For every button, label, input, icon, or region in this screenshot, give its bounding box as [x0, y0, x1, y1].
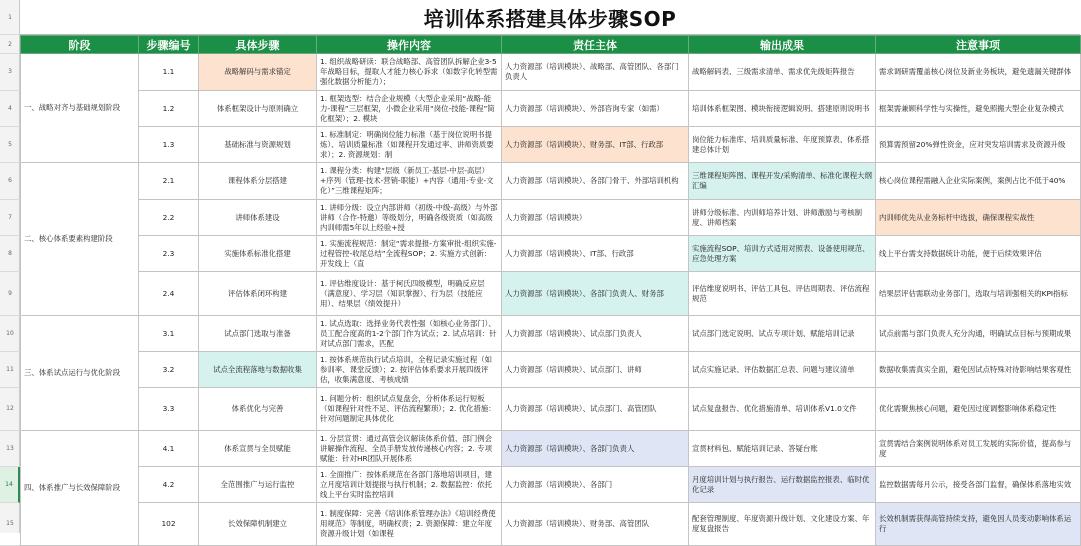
output-cell[interactable] [689, 236, 876, 272]
step-code-cell[interactable]: 3.1 [139, 316, 199, 352]
output-cell[interactable] [689, 91, 876, 127]
notes-cell[interactable] [876, 431, 1081, 467]
content-cell[interactable] [317, 388, 502, 431]
step-cell[interactable]: 试点部门选取与准备 [199, 316, 317, 352]
output-text: 岗位能力标准库、培训质量标准、年度预算表、体系搭建总体计划 [692, 134, 870, 154]
output-cell[interactable] [689, 316, 876, 352]
sheet-title: 培训体系搭建具体步骤SOP [20, 0, 1080, 35]
output-text: 试点部门选定说明、试点专项计划、赋能培训记录 [692, 328, 855, 338]
content-text: 1. 课程分类：构建“层级（新员工-基层-中层-高层）+序列（管理-技术-营销-职能）+内容（通用-专业-文化）”三维课程矩阵； [320, 166, 494, 195]
owner-text: 人力资源部（培训模块）、试点部门负责人 [505, 328, 642, 338]
row-number[interactable]: 12 [0, 388, 20, 431]
notes-text: 结果层评估需联动业务部门，选取与培训强相关的KPI指标 [879, 288, 1068, 298]
notes-cell[interactable] [876, 503, 1081, 546]
step-code-cell[interactable]: 1.1 [139, 54, 199, 91]
notes-cell[interactable] [876, 467, 1081, 503]
table-row [21, 54, 1081, 91]
header-row [21, 36, 1081, 54]
notes-cell[interactable] [876, 352, 1081, 388]
owner-cell[interactable] [502, 163, 689, 200]
notes-text: 宣贯需结合案例说明体系对员工发展的实际价值，提高参与度 [879, 438, 1072, 458]
notes-cell[interactable] [876, 316, 1081, 352]
notes-text: 长效机制需获得高管持续支持，避免因人员变动影响体系运行 [879, 514, 1072, 533]
step-code-cell[interactable]: 1.2 [139, 91, 199, 127]
output-text: 评估维度说明书、评估工具包、评估周期表、评估流程规范 [692, 283, 870, 303]
output-text: 宣贯材料包、赋能培训记录、答疑台账 [692, 443, 818, 453]
stage-cell[interactable]: 二、核心体系要素构建阶段 [21, 163, 139, 316]
owner-text: 人力资源部（培训模块）、试点部门、讲师 [505, 364, 642, 374]
notes-text: 内训师优先从业务标杆中选拔，确保课程实战性 [879, 212, 1035, 222]
owner-cell[interactable] [502, 127, 689, 163]
output-text: 实施流程SOP、培训方式适用对照表、设备使用规范、应急处理方案 [692, 243, 870, 263]
table-row [21, 467, 1081, 503]
output-cell[interactable] [689, 54, 876, 91]
owner-cell[interactable] [502, 272, 689, 316]
content-text: 1. 问题分析：组织试点复盘会，分析体系运行短板（如课程针对性不足、评估流程繁琐）；2. 优化措施：针对问题制定具体优化 [320, 394, 496, 423]
owner-cell[interactable] [502, 200, 689, 236]
owner-cell[interactable] [502, 352, 689, 388]
step-code-cell[interactable]: 2.3 [139, 236, 199, 272]
owner-cell[interactable] [502, 91, 689, 127]
owner-text: 人力资源部（培训模块）、财务部、IT部、行政部 [505, 139, 664, 149]
table-row [21, 91, 1081, 127]
output-cell[interactable] [689, 127, 876, 163]
owner-text: 人力资源部（培训模块） [505, 212, 587, 222]
row-number[interactable]: 9 [0, 272, 20, 316]
content-cell[interactable] [317, 272, 502, 316]
output-cell[interactable] [689, 467, 876, 503]
notes-cell[interactable] [876, 163, 1081, 200]
content-text: 1. 讲师分级：设立内部讲师（初级-中级-高级）与外部讲师（合作-特邀）等级划分，明确各级资质（如高级内训师需5年以上经验+授 [320, 202, 498, 232]
row-number[interactable]: 1 [0, 0, 20, 35]
content-cell[interactable] [317, 91, 502, 127]
step-code-cell[interactable]: 2.4 [139, 272, 199, 316]
notes-cell[interactable] [876, 91, 1081, 127]
content-text: 1. 试点选取：选择业务代表性强（如核心业务部门）、员工配合度高的1-2个部门作为试点；2. 试点培训：针对试点部门需求，匹配 [320, 318, 497, 348]
content-cell[interactable] [317, 316, 502, 352]
notes-text: 监控数据需每月公示，接受各部门监督，确保体系落地实效 [879, 479, 1072, 489]
owner-cell[interactable] [502, 316, 689, 352]
output-cell[interactable] [689, 352, 876, 388]
content-cell[interactable] [317, 127, 502, 163]
owner-cell[interactable] [502, 388, 689, 431]
content-cell[interactable] [317, 503, 502, 546]
row-number[interactable]: 11 [0, 352, 20, 388]
row-number[interactable]: 2 [0, 36, 20, 54]
content-text: 1. 制度保障：完善《培训体系管理办法》《培训经费使用规范》等制度，明确权责；2. 资源保障：建立年度资源升级计划（如课程 [320, 509, 496, 538]
output-text: 战略解码表、三级需求清单、需求优先级矩阵报告 [692, 67, 855, 76]
row-number[interactable]: 15 [0, 503, 20, 546]
content-text: 1. 框架选型：结合企业规模（大型企业采用“战略-能力-课程”三层框架，小微企业采用“岗位-技能-课程”简化框架）；2. 模块 [320, 93, 495, 123]
header-notes[interactable]: 注意事项 [876, 36, 1081, 54]
notes-text: 核心岗位课程需融入企业实际案例，案例占比不低于40% [879, 176, 1066, 185]
table-row [21, 272, 1081, 316]
step-cell[interactable]: 实施体系标准化搭建 [199, 236, 317, 272]
owner-cell[interactable] [502, 54, 689, 91]
owner-text: 人力资源部（培训模块）、财务部、高管团队 [505, 519, 650, 528]
step-code-cell[interactable]: 2.1 [139, 163, 199, 200]
output-cell[interactable] [689, 272, 876, 316]
owner-text: 人力资源部（培训模块）、各部门 [505, 479, 613, 489]
step-code-cell[interactable]: 3.3 [139, 388, 199, 431]
step-code-cell[interactable]: 4.2 [139, 467, 199, 503]
table-row [21, 127, 1081, 163]
content-text: 1. 组织战略研读：联合战略部、高管团队拆解企业3-5年战略目标，提取人才能力核心诉求（如数字化转型需强化数据分析能力）； [320, 57, 498, 86]
stage-cell[interactable]: 一、战略对齐与基础规划阶段 [21, 54, 139, 163]
owner-text: 人力资源部（培训模块）、试点部门、高管团队 [505, 404, 657, 413]
row-number[interactable]: 13 [0, 431, 20, 467]
header-content[interactable]: 操作内容 [317, 36, 502, 54]
content-cell[interactable] [317, 431, 502, 467]
step-cell[interactable]: 讲师体系建设 [199, 200, 317, 236]
row-number[interactable]: 8 [0, 236, 20, 272]
row-number[interactable]: 14 [0, 467, 20, 503]
row-number[interactable]: 6 [0, 163, 20, 200]
step-cell[interactable]: 课程体系分层搭建 [199, 163, 317, 200]
content-text: 1. 按体系规范执行试点培训，全程记录实施过程（如参训率、课堂反馈）；2. 按评估体系要求开展四级评估，收集满意度、考核成绩 [320, 354, 492, 384]
step-cell[interactable]: 长效保障机制建立 [199, 503, 317, 546]
header-step[interactable]: 具体步骤 [199, 36, 317, 54]
owner-cell[interactable] [502, 431, 689, 467]
owner-text: 人力资源部（培训模块）、各部门骨干、外部培训机构 [505, 176, 679, 185]
notes-text: 框架需兼顾科学性与实操性，避免照搬大型企业复杂模式 [879, 103, 1064, 113]
output-text: 讲师分级标准、内训师培养计划、讲师激励与考核制度、讲师档案 [692, 207, 862, 227]
step-code-cell[interactable]: 4.1 [139, 431, 199, 467]
notes-text: 线上平台需支持数据统计功能，便于后续效果评估 [879, 248, 1042, 258]
header-output[interactable]: 输出成果 [689, 36, 876, 54]
output-text: 试点复盘报告、优化措施清单、培训体系V1.0文件 [692, 404, 857, 413]
content-text: 1. 实施流程规范：制定“需求提报-方案审批-组织实施-过程管控-收尾总结”全流程SOP；2. 实施方式创新：开发线上（直 [320, 238, 497, 268]
step-cell[interactable]: 试点全流程落地与数据收集 [199, 352, 317, 388]
output-cell[interactable] [689, 388, 876, 431]
table-row [21, 503, 1081, 546]
owner-text: 人力资源部（培训模块）、IT部、行政部 [505, 248, 634, 258]
table-row [21, 163, 1081, 200]
notes-text: 优化需聚焦核心问题，避免因过度调整影响体系稳定性 [879, 404, 1057, 413]
step-cell[interactable]: 体系优化与完善 [199, 388, 317, 431]
content-cell[interactable] [317, 236, 502, 272]
content-text: 1. 评估维度设计：基于柯氏四级模型，明确反应层（满意度）、学习层（知识掌握）、行为层（技能应用）、结果层（绩效提升） [320, 278, 485, 308]
content-text: 1. 标准制定：明确岗位能力标准（基于岗位说明书提炼）、培训质量标准（如课程开发通过率、讲师资质要求）；2. 资源规划：制 [320, 129, 494, 159]
step-cell[interactable]: 评估体系闭环构建 [199, 272, 317, 316]
notes-text: 数据收集需真实全面，避免因试点特殊对待影响结果客观性 [879, 364, 1072, 374]
owner-text: 人力资源部（培训模块）、外部咨询专家（如需） [505, 103, 664, 113]
header-stage[interactable]: 阶段 [21, 36, 139, 54]
row-number[interactable]: 5 [0, 127, 20, 163]
owner-text: 人力资源部（培训模块）、战略部、高管团队、各部门负责人 [505, 62, 679, 81]
output-cell[interactable] [689, 163, 876, 200]
content-cell[interactable] [317, 352, 502, 388]
stage-cell[interactable]: 四、体系推广与长效保障阶段 [21, 431, 139, 546]
row-number[interactable]: 7 [0, 200, 20, 236]
owner-text: 人力资源部（培训模块）、各部门负责人、财务部 [505, 288, 664, 298]
content-text: 1. 分层宣贯：通过高管会议解读体系价值、部门例会讲解操作流程、全员手册发放传递核心内容；2. 专项赋能：针对HR团队开展体系 [320, 433, 492, 463]
step-cell[interactable]: 体系宣贯与全员赋能 [199, 431, 317, 467]
notes-cell[interactable] [876, 200, 1081, 236]
output-text: 三维课程矩阵图、课程开发/采购清单、标准化课程大纲汇编 [692, 171, 872, 190]
step-code-cell[interactable]: 2.2 [139, 200, 199, 236]
notes-cell[interactable] [876, 127, 1081, 163]
step-code-cell[interactable]: 3.2 [139, 352, 199, 388]
row-number[interactable]: 3 [0, 54, 20, 91]
content-cell[interactable] [317, 200, 502, 236]
table-row [21, 352, 1081, 388]
output-cell[interactable] [689, 200, 876, 236]
table-row [21, 431, 1081, 467]
content-cell[interactable] [317, 467, 502, 503]
sop-table [20, 35, 1081, 546]
notes-text: 试点前需与部门负责人充分沟通，明确试点目标与预期成果 [879, 328, 1072, 338]
step-cell[interactable]: 战略解码与需求锚定 [199, 54, 317, 91]
output-text: 月度培训计划与执行报告、运行数据监控报表、临时优化记录 [692, 474, 870, 494]
output-cell[interactable] [689, 503, 876, 546]
row-number[interactable]: 4 [0, 91, 20, 127]
notes-cell[interactable] [876, 236, 1081, 272]
row-number[interactable]: 10 [0, 316, 20, 352]
output-text: 培训体系框架图、模块衔接逻辑说明、搭建原则说明书 [692, 103, 870, 113]
table-row [21, 388, 1081, 431]
step-cell[interactable]: 基础标准与资源规划 [199, 127, 317, 163]
step-code-cell[interactable]: 1.3 [139, 127, 199, 163]
owner-cell[interactable] [502, 503, 689, 546]
header-step-code[interactable]: 步骤编号 [139, 36, 199, 54]
step-code-cell[interactable]: 102 [139, 503, 199, 546]
stage-cell[interactable]: 三、体系试点运行与优化阶段 [21, 316, 139, 431]
row-number-gutter [0, 0, 20, 533]
step-cell[interactable]: 体系框架设计与原则确立 [199, 91, 317, 127]
output-text: 试点实施记录、评估数据汇总表、问题与建议清单 [692, 364, 855, 374]
notes-text: 需求调研需覆盖核心岗位及新业务板块，避免遗漏关键群体 [879, 67, 1072, 76]
notes-cell[interactable] [876, 272, 1081, 316]
owner-text: 人力资源部（培训模块）、各部门负责人 [505, 443, 635, 453]
output-cell[interactable] [689, 431, 876, 467]
notes-text: 预算需预留20%弹性资金，应对突发培训需求及资源升级 [879, 139, 1066, 149]
step-cell[interactable]: 全范围推广与运行监控 [199, 467, 317, 503]
content-text: 1. 全面推广：按体系规范在各部门落地培训项目，建立月度培训计划提报与执行机制；2. 数据监控：依托线上平台实时监控培训 [320, 469, 492, 499]
notes-cell[interactable] [876, 54, 1081, 91]
table-row [21, 236, 1081, 272]
header-owner[interactable]: 责任主体 [502, 36, 689, 54]
owner-cell[interactable] [502, 236, 689, 272]
output-text: 配套管理制度、年度资源升级计划、文化建设方案、年度复盘报告 [692, 514, 870, 533]
content-cell[interactable] [317, 163, 502, 200]
notes-cell[interactable] [876, 388, 1081, 431]
table-row [21, 200, 1081, 236]
owner-cell[interactable] [502, 467, 689, 503]
table-row [21, 316, 1081, 352]
content-cell[interactable] [317, 54, 502, 91]
